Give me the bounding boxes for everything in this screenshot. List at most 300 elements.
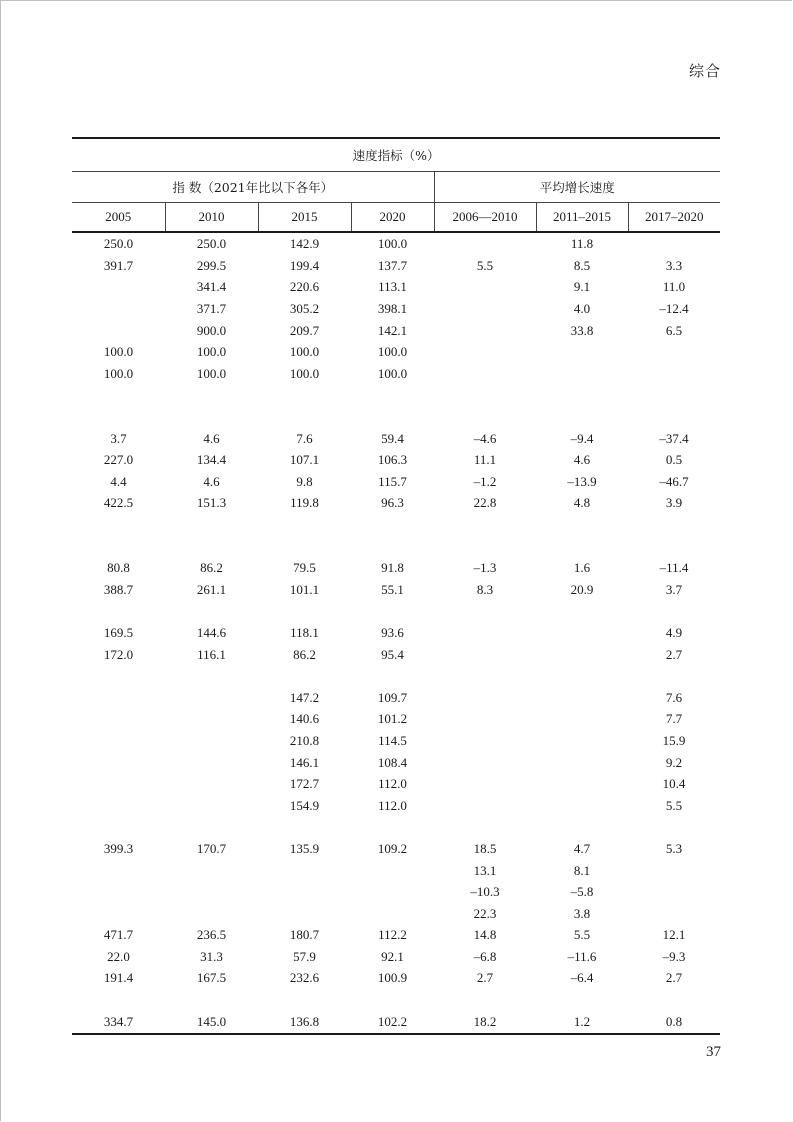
- table-cell: [434, 773, 536, 795]
- table-cell: 399.3: [103, 840, 134, 856]
- table-cell: 180.7: [289, 927, 320, 943]
- table-cell: [434, 276, 536, 298]
- table-cell: [165, 881, 258, 903]
- table-cell: [628, 665, 720, 687]
- table-cell: [536, 643, 628, 665]
- table-cell: 20.9: [570, 581, 594, 597]
- table-cell: 102.2: [351, 1010, 434, 1034]
- table-row: [72, 946, 720, 968]
- table-cell: [351, 384, 434, 406]
- table-cell: 100.0: [377, 365, 408, 381]
- table-spacer-row: [72, 816, 720, 838]
- table-cell: 1.6: [573, 560, 591, 576]
- table-spacer-row: [72, 514, 720, 536]
- table-cell: [628, 384, 720, 406]
- table-cell: [165, 989, 258, 1011]
- table-cell: [434, 298, 536, 320]
- table-header-row-top: [72, 138, 720, 172]
- table-cell: 210.8: [289, 732, 320, 748]
- table-cell: [628, 989, 720, 1011]
- table-cell: 236.5: [196, 927, 227, 943]
- table-cell: –12.4: [659, 301, 689, 317]
- table-cell: 6.5: [665, 322, 683, 338]
- table-cell: 93.6: [381, 624, 404, 640]
- table-row: [72, 686, 720, 708]
- table-row: [72, 751, 720, 773]
- table-cell: 101.2: [377, 711, 408, 727]
- table-cell: [72, 816, 165, 838]
- table-cell: [165, 384, 258, 406]
- table-cell: [258, 859, 351, 881]
- table-cell: 33.8: [570, 322, 594, 338]
- column-header-2017-2020: 2017–2020: [628, 203, 720, 233]
- index-group-header: 指 数（2021年比以下各年）: [72, 172, 434, 203]
- table-cell: 5.5: [476, 257, 494, 273]
- table-cell: 55.1: [381, 581, 404, 597]
- table-row: [72, 298, 720, 320]
- table-cell: 9.1: [573, 279, 591, 295]
- table-cell: [536, 686, 628, 708]
- table-cell: 86.2: [293, 646, 316, 662]
- table-cell: 167.5: [196, 970, 227, 986]
- table-cell: –11.6: [567, 948, 597, 964]
- table-cell: 172.7: [289, 776, 320, 792]
- table-row: [72, 492, 720, 514]
- table-cell: 108.4: [377, 754, 408, 770]
- table-cell: [434, 989, 536, 1011]
- table-cell: 146.1: [289, 754, 320, 770]
- table-cell: [165, 773, 258, 795]
- table-cell: 114.5: [378, 732, 407, 748]
- table-cell: 109.7: [377, 689, 408, 705]
- table-cell: [536, 514, 628, 536]
- table-cell: 170.7: [196, 840, 227, 856]
- table-cell: 7.7: [665, 711, 683, 727]
- table-row: [72, 708, 720, 730]
- table-cell: 109.2: [377, 840, 408, 856]
- table-cell: 0.5: [665, 452, 683, 468]
- table-cell: 18.2: [434, 1010, 536, 1034]
- table-cell: –5.8: [570, 884, 594, 900]
- table-cell: 398.1: [377, 301, 408, 317]
- table-cell: 9.8: [296, 473, 313, 489]
- table-cell: 116.1: [197, 646, 226, 662]
- table-cell: [165, 859, 258, 881]
- table-cell: 14.8: [473, 927, 497, 943]
- table-cell: [628, 406, 720, 428]
- table-cell: 3.7: [665, 581, 683, 597]
- table-cell: [72, 276, 165, 298]
- table-cell: 3.9: [665, 495, 683, 511]
- table-cell: [536, 751, 628, 773]
- table-cell: 8.3: [476, 581, 494, 597]
- table-cell: [165, 406, 258, 428]
- table-cell: [258, 535, 351, 557]
- table-cell: [72, 989, 165, 1011]
- table-cell: [434, 363, 536, 385]
- table-cell: [628, 902, 720, 924]
- table-cell: 471.7: [103, 927, 134, 943]
- table-cell: [434, 535, 536, 557]
- table-cell: [434, 816, 536, 838]
- table-row: [72, 579, 720, 601]
- table-cell: [434, 384, 536, 406]
- table-cell: –9.4: [570, 430, 594, 446]
- table-cell: 79.5: [293, 560, 316, 576]
- table-cell: [536, 794, 628, 816]
- table-cell: 7.6: [665, 689, 683, 705]
- table-cell: 3.3: [665, 257, 683, 273]
- table-cell: [434, 600, 536, 622]
- table-cell: [434, 622, 536, 644]
- table-row: [72, 838, 720, 860]
- table-cell: [536, 341, 628, 363]
- table-cell: 4.7: [573, 840, 591, 856]
- table-cell: 341.4: [196, 279, 227, 295]
- table-cell: [536, 708, 628, 730]
- table-cell: 57.9: [293, 948, 316, 964]
- table-cell: [72, 686, 165, 708]
- table-cell: 4.6: [203, 430, 220, 446]
- table-cell: [536, 989, 628, 1011]
- table-cell: 2.7: [665, 646, 683, 662]
- table-cell: 140.6: [289, 711, 320, 727]
- table-cell: [628, 859, 720, 881]
- table-spacer-row: [72, 406, 720, 428]
- table-cell: [165, 600, 258, 622]
- table-cell: [72, 319, 165, 341]
- table-cell: 3.8: [573, 905, 591, 921]
- table-cell: 142.9: [289, 236, 320, 252]
- table-cell: 172.0: [103, 646, 134, 662]
- table-cell: 91.8: [381, 560, 404, 576]
- table-cell: [351, 535, 434, 557]
- table-spacer-row: [72, 989, 720, 1011]
- table-cell: 135.9: [289, 840, 320, 856]
- table-cell: 4.6: [203, 473, 220, 489]
- table-cell: 31.3: [200, 948, 223, 964]
- table-cell: 136.8: [258, 1010, 351, 1034]
- table-cell: 391.7: [103, 257, 134, 273]
- table-cell: 100.0: [289, 365, 320, 381]
- table-cell: 95.4: [381, 646, 404, 662]
- table-row: [72, 427, 720, 449]
- table-cell: [351, 816, 434, 838]
- section-title: 综合: [688, 62, 721, 80]
- table-cell: 250.0: [196, 236, 227, 252]
- table-cell: 4.4: [110, 473, 127, 489]
- table-cell: [72, 514, 165, 536]
- table-cell: 92.1: [381, 948, 404, 964]
- table-cell: [628, 535, 720, 557]
- table-cell: 13.1: [473, 862, 497, 878]
- table-row: [72, 363, 720, 385]
- table-cell: 5.5: [665, 797, 683, 813]
- column-header-2005: 2005: [72, 203, 165, 233]
- table-cell: 142.1: [377, 322, 408, 338]
- table-cell: 371.7: [196, 301, 227, 317]
- table-cell: [165, 816, 258, 838]
- table-cell: [536, 384, 628, 406]
- table-row: [72, 622, 720, 644]
- table-cell: 305.2: [289, 301, 320, 317]
- table-spacer-row: [72, 600, 720, 622]
- table-cell: 100.0: [103, 344, 134, 360]
- table-cell: 2.7: [476, 970, 494, 986]
- table-cell: –6.4: [570, 970, 594, 986]
- table-cell: [434, 794, 536, 816]
- table-cell: [434, 665, 536, 687]
- table-cell: [434, 730, 536, 752]
- table-cell: 11.0: [662, 279, 686, 295]
- table-cell: [258, 514, 351, 536]
- table-cell: [536, 730, 628, 752]
- table-cell: 4.9: [665, 624, 683, 640]
- table-body: [72, 232, 720, 1034]
- table-cell: –10.3: [470, 884, 500, 900]
- table-cell: [434, 341, 536, 363]
- table-cell: [258, 816, 351, 838]
- table-cell: [628, 816, 720, 838]
- table-cell: [72, 730, 165, 752]
- table-cell: 422.5: [103, 495, 134, 511]
- table-cell: –6.8: [473, 948, 497, 964]
- table-cell: 96.3: [381, 495, 404, 511]
- table-row: [72, 643, 720, 665]
- table-cell: 113.1: [378, 279, 407, 295]
- table-cell: [536, 622, 628, 644]
- table-cell: 7.6: [296, 430, 313, 446]
- table-cell: [628, 341, 720, 363]
- table-cell: 10.4: [662, 776, 686, 792]
- table-row: [72, 449, 720, 471]
- table-cell: [258, 902, 351, 924]
- table-title-header: 速度指标（%）: [72, 138, 720, 172]
- table-cell: –1.2: [473, 473, 497, 489]
- table-cell: [434, 232, 536, 255]
- table-cell: [72, 298, 165, 320]
- table-cell: 100.9: [377, 970, 408, 986]
- table-cell: [165, 665, 258, 687]
- table-cell: [628, 514, 720, 536]
- table-cell: 100.0: [196, 344, 227, 360]
- table-cell: [72, 902, 165, 924]
- table-row: [72, 859, 720, 881]
- table-cell: [72, 600, 165, 622]
- table-cell: [434, 406, 536, 428]
- table-cell: [628, 600, 720, 622]
- table-row: [72, 471, 720, 493]
- table-cell: [72, 708, 165, 730]
- table-cell: 169.5: [103, 624, 134, 640]
- column-header-2010: 2010: [165, 203, 258, 233]
- table-cell: [72, 881, 165, 903]
- table-cell: [351, 514, 434, 536]
- table-cell: 388.7: [103, 581, 134, 597]
- table-cell: 101.1: [289, 581, 320, 597]
- table-row: [72, 319, 720, 341]
- table-cell: [434, 708, 536, 730]
- speed-indicator-table: [72, 137, 720, 1035]
- table-row: [72, 255, 720, 277]
- table-cell: 4.8: [573, 495, 591, 511]
- table-spacer-row: [72, 384, 720, 406]
- column-header-2015: 2015: [258, 203, 351, 233]
- table-row: [72, 276, 720, 298]
- table-cell: 151.3: [196, 495, 227, 511]
- table-cell: [434, 514, 536, 536]
- column-header-2011-2015: 2011–2015: [536, 203, 628, 233]
- table-cell: 100.0: [103, 365, 134, 381]
- table-cell: 209.7: [289, 322, 320, 338]
- table-cell: [351, 881, 434, 903]
- table-cell: 5.3: [665, 840, 683, 856]
- table-cell: 119.8: [290, 495, 319, 511]
- table-cell: [628, 363, 720, 385]
- column-header-2006-2010: 2006—2010: [434, 203, 536, 233]
- table-cell: 22.0: [107, 948, 130, 964]
- table-cell: 106.3: [377, 452, 408, 468]
- table-cell: [536, 773, 628, 795]
- table-cell: –37.4: [659, 430, 689, 446]
- table-cell: 250.0: [103, 236, 134, 252]
- table-cell: –13.9: [567, 473, 597, 489]
- table-cell: 80.8: [107, 560, 130, 576]
- table-cell: [72, 665, 165, 687]
- table-cell: –46.7: [659, 473, 689, 489]
- table-spacer-row: [72, 535, 720, 557]
- table-cell: 12.1: [662, 927, 686, 943]
- table-cell: [72, 751, 165, 773]
- table-cell: 118.1: [290, 624, 319, 640]
- table-cell: [72, 406, 165, 428]
- table-cell: 112.0: [378, 776, 407, 792]
- table-cell: 299.5: [196, 257, 227, 273]
- table-cell: [351, 902, 434, 924]
- table-cell: 100.0: [377, 344, 408, 360]
- table-row: [72, 794, 720, 816]
- table-cell: 18.5: [473, 840, 497, 856]
- table-cell: 100.0: [196, 365, 227, 381]
- table-cell: [72, 794, 165, 816]
- table-cell: [536, 600, 628, 622]
- table-cell: [258, 384, 351, 406]
- table-cell: [165, 535, 258, 557]
- table-cell: 154.9: [289, 797, 320, 813]
- table-row: [72, 924, 720, 946]
- table-cell: –1.3: [473, 560, 497, 576]
- table-cell: 1.2: [536, 1010, 628, 1034]
- table-cell: 199.4: [289, 257, 320, 273]
- table-cell: [72, 384, 165, 406]
- table-cell: 3.7: [110, 430, 127, 446]
- table-cell: 8.5: [573, 257, 591, 273]
- table-cell: [536, 665, 628, 687]
- table-cell: [434, 319, 536, 341]
- table-row: [72, 967, 720, 989]
- table-cell: 107.1: [289, 452, 320, 468]
- table-cell: [628, 881, 720, 903]
- table-cell: 11.8: [570, 236, 594, 252]
- table-row: [72, 341, 720, 363]
- table-cell: [351, 406, 434, 428]
- table-cell: [536, 535, 628, 557]
- table-row: [72, 730, 720, 752]
- table-cell: 112.2: [378, 927, 407, 943]
- table-cell: 334.7: [72, 1010, 165, 1034]
- table-cell: 220.6: [289, 279, 320, 295]
- table-cell: [165, 794, 258, 816]
- table-cell: [72, 535, 165, 557]
- table-cell: [165, 686, 258, 708]
- table-cell: [72, 773, 165, 795]
- table-row: [72, 773, 720, 795]
- table-cell: [536, 816, 628, 838]
- table-cell: [351, 859, 434, 881]
- table-cell: 191.4: [103, 970, 134, 986]
- table-cell: [536, 363, 628, 385]
- table-row: [72, 902, 720, 924]
- table-cell: [72, 859, 165, 881]
- table-cell: 147.2: [289, 689, 320, 705]
- table-cell: 4.6: [573, 452, 591, 468]
- table-cell: [165, 730, 258, 752]
- table-cell: –4.6: [473, 430, 497, 446]
- table-cell: 22.8: [473, 495, 497, 511]
- table-cell: [258, 406, 351, 428]
- table-cell: [258, 665, 351, 687]
- table-cell: [258, 881, 351, 903]
- table-cell: 227.0: [103, 452, 134, 468]
- table-cell: [628, 232, 720, 255]
- table-header-row-columns: [72, 203, 720, 233]
- table-cell: 112.0: [378, 797, 407, 813]
- table-row: [72, 232, 720, 255]
- table-cell: 137.7: [377, 257, 408, 273]
- table-cell: 100.0: [377, 236, 408, 252]
- table-cell: 134.4: [196, 452, 227, 468]
- table-cell: [351, 600, 434, 622]
- table-cell: 9.2: [665, 754, 683, 770]
- table-row: [72, 557, 720, 579]
- table-cell: 100.0: [289, 344, 320, 360]
- column-header-2020: 2020: [351, 203, 434, 233]
- table-cell: [165, 751, 258, 773]
- table-cell: 22.3: [473, 905, 497, 921]
- table-cell: 115.7: [378, 473, 407, 489]
- table-row: [72, 1010, 720, 1034]
- table-cell: –11.4: [659, 560, 689, 576]
- table-cell: 145.0: [165, 1010, 258, 1034]
- table-cell: 232.6: [289, 970, 320, 986]
- table-cell: [165, 902, 258, 924]
- table-cell: 144.6: [196, 624, 227, 640]
- table-cell: 5.5: [573, 927, 591, 943]
- table-spacer-row: [72, 665, 720, 687]
- table-cell: 8.1: [573, 862, 591, 878]
- table-cell: 261.1: [196, 581, 227, 597]
- table-cell: [351, 665, 434, 687]
- table-cell: [258, 600, 351, 622]
- table-header-row-groups: [72, 172, 720, 203]
- table-cell: 900.0: [196, 322, 227, 338]
- table-cell: [258, 989, 351, 1011]
- table-cell: 4.0: [573, 301, 591, 317]
- table-cell: [351, 989, 434, 1011]
- table-cell: 15.9: [662, 732, 686, 748]
- table-cell: [434, 686, 536, 708]
- table-cell: [165, 708, 258, 730]
